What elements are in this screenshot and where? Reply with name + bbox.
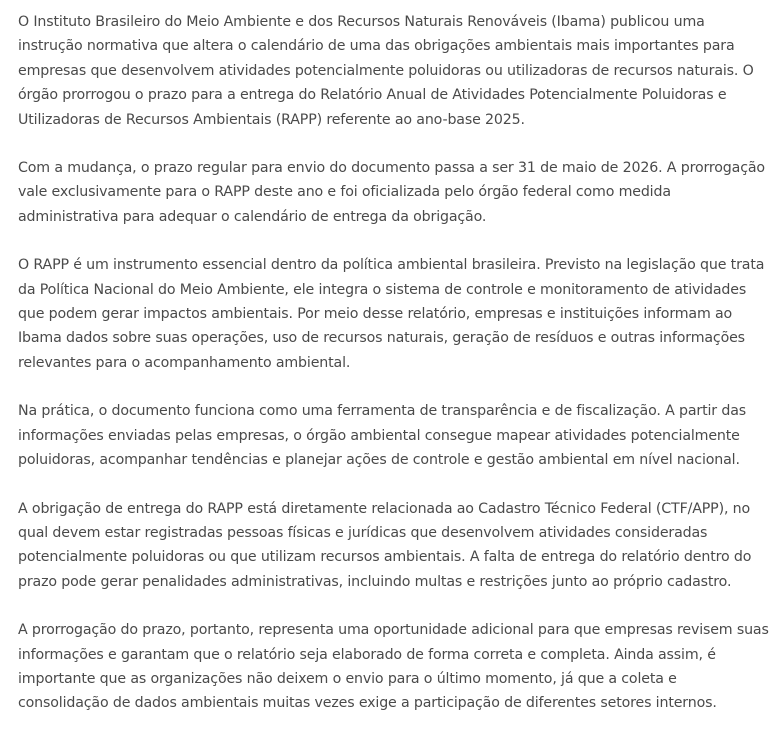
article-paragraph: O Instituto Brasileiro do Meio Ambiente e dos Recursos Naturais Renováveis (Ibama) publicou uma instrução normativa que altera o calendário de uma das obrigações ambientais mais importantes para empresas que desenvolvem atividades potencialmente poluidoras ou utilizadoras de recursos naturais. O órgão prorrogou o prazo para a entrega do Relatório Anual de Atividades Potencialmente Poluidoras e Utilizadoras de Recursos Ambientais (RAPP) referente ao ano-base 2025.: [18, 14, 754, 128]
article-body: [18, 10, 770, 740]
article-paragraph: Na prática, o documento funciona como uma ferramenta de transparência e de fiscalização. A partir das informações enviadas pelas empresas, o órgão ambiental consegue mapear atividades potencialmente poluidoras, acompanhar tendências e planejar ações de controle e gestão ambiental em nível nacional.: [18, 403, 746, 469]
article-paragraph: Com a mudança, o prazo regular para envio do documento passa a ser 31 de maio de 2026. A prorrogação vale exclusivamente para o RAPP deste ano e foi oficializada pelo órgão federal como medida administrativa para adequar o calendário de entrega da obrigação.: [18, 160, 765, 225]
article-paragraph: A obrigação de entrega do RAPP está diretamente relacionada ao Cadastro Técnico Federal (CTF/APP), no qual devem estar registradas pessoas físicas e jurídicas que desenvolvem atividades consideradas potencialmente poluidoras ou que utilizam recursos ambientais. A falta de entrega do relatório dentro do prazo pode gerar penalidades administrativas, incluindo multas e restrições junto ao próprio cadastro.: [18, 500, 752, 590]
article-paragraph: O RAPP é um instrumento essencial dentro da política ambiental brasileira. Previsto na legislação que trata da Política Nacional do Meio Ambiente, ele integra o sistema de controle e monitoramento de atividades que podem gerar impactos ambientais. Por meio desse relatório, empresas e instituições informam ao Ibama dados sobre suas operações, uso de recursos naturais, geração de resíduos e outras informações relevantes para o acompanhamento ambiental.: [18, 257, 765, 371]
article-paragraph: A prorrogação do prazo, portanto, representa uma oportunidade adicional para que empresas revisem suas informações e garantam que o relatório seja elaborado de forma correta e completa. Ainda assim, é importante que as organizações não deixem o envio para o último momento, já que a coleta e consolidação de dados ambientais muitas vezes exige a participação de diferentes setores internos.: [18, 622, 769, 712]
